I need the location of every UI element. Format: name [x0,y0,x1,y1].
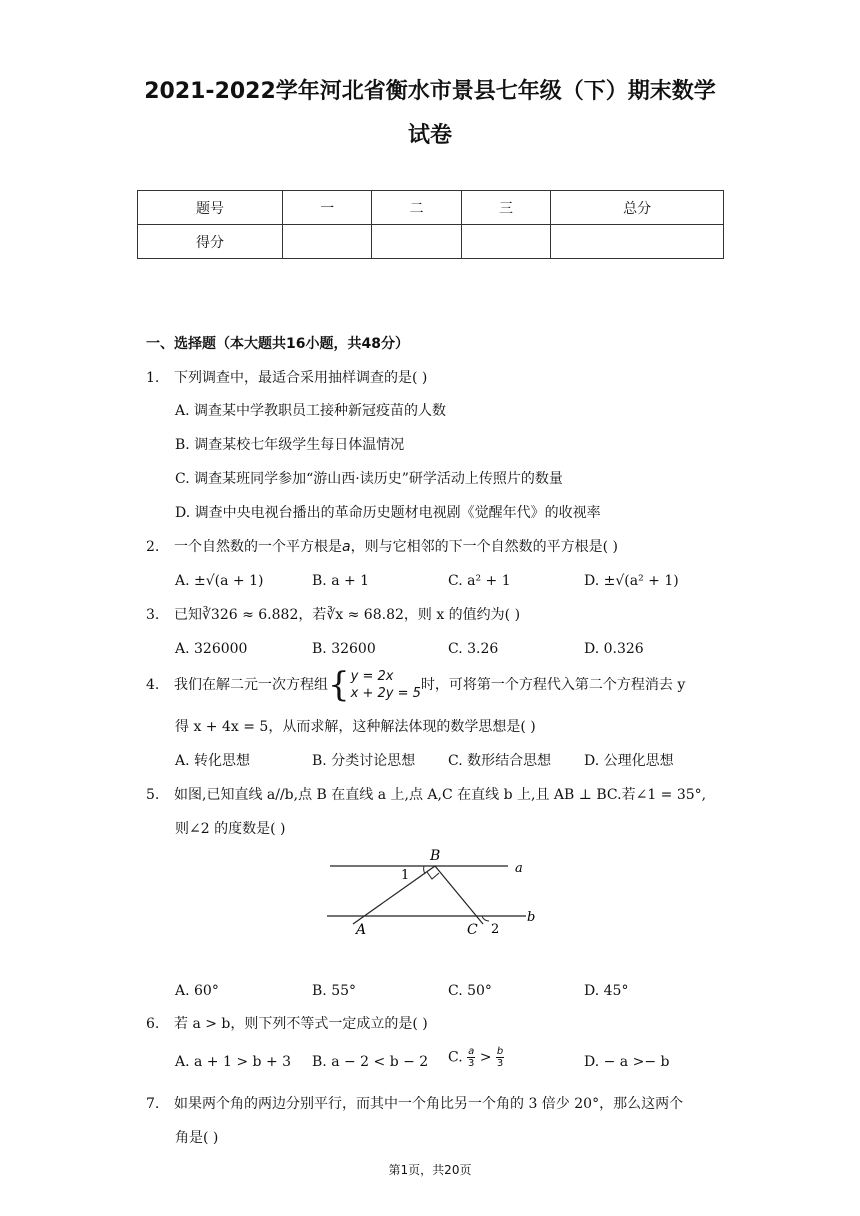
option-b: B. 32600 [312,641,376,657]
option-c: C. 调查某班同学参加“游山西·读历史”研学活动上传照片的数量 [175,471,563,487]
option-d: D. 公理化思想 [584,753,674,769]
score-header-cell: 总分 [551,191,724,225]
score-cell [551,225,724,259]
question-stem: 如图,已知直线 a//b,点 B 在直线 a 上,点 A,C 在直线 b 上,且 AB ⊥ BC.若∠1 = 35°, [174,787,707,803]
option-b: B. a + 1 [312,573,370,589]
label-line-b: b [527,910,536,925]
question-1 [146,368,726,388]
question-stem-rest: ，则与它相邻的下一个自然数的平方根是( ) [350,539,618,555]
option-a: A. a + 1 > b + 3 [175,1054,292,1070]
score-table [137,190,724,259]
question-number: 3. [146,607,160,623]
exam-title-line2: 试卷 [407,123,452,148]
question-stem: 一个自然数的一个平方根是 [174,539,342,555]
question-number: 7. [146,1096,160,1112]
option-a: A. 60° [175,983,219,999]
option-b: B. 55° [312,983,357,999]
option-a: A. 326000 [175,641,248,657]
option-c-prefix: C. [448,1049,468,1066]
question-stem: 如果两个角的两边分别平行，而其中一个角比另一个角的 3 倍少 20°，那么这两个 [174,1096,684,1112]
fraction-numerator: b [496,1046,504,1057]
option-b: B. 分类讨论思想 [312,753,416,769]
question-2 [146,537,726,557]
option-c: C. a² + 1 [448,573,511,589]
option-c: C. 50° [448,983,492,999]
question-4-line2: 得 x + 4x = 5，从而求解，这种解法体现的数学思想是( ) [175,719,536,735]
label-line-a: a [515,861,523,876]
option-c [448,1046,504,1069]
variable-a: a [342,539,351,555]
option-d: D. − a >− b [584,1054,670,1070]
question-stem: 下列调查中，最适合采用抽样调查的是( ) [174,370,428,386]
exam-title-line1: 2021-2022学年河北省衡水市景县七年级（下）期末数学 [144,79,716,104]
label-a-point: A [356,922,367,938]
angle-2-arc [482,916,489,921]
option-d: D. 45° [584,983,629,999]
question-5-line2: 则∠2 的度数是( ) [175,821,286,837]
brace-symbol: { [328,665,350,705]
score-header-cell: 题号 [138,191,283,225]
section-heading: 一、选择题（本大题共16小题，共48分） [146,336,409,352]
question-number: 2. [146,539,160,555]
question-stem: 我们在解二元一次方程组 [174,677,328,693]
question-stem-rest: 时，可将第一个方程代入第二个方程消去 y [420,677,686,693]
score-table-row [138,225,724,259]
question-stem: 已知∛326 ≈ 6.882，若∛x ≈ 68.82，则 x 的值约为( ) [174,607,521,623]
fraction-denominator: 3 [496,1058,504,1069]
fraction-numerator: a [468,1046,475,1057]
score-header-cell: 二 [372,191,461,225]
angle-1-arc [424,866,425,874]
option-c: C. 3.26 [448,641,499,657]
option-d: D. ±√(a² + 1) [584,573,679,589]
question-4 [146,665,726,705]
score-header-cell: 三 [461,191,550,225]
equation-1: y = 2x [350,669,394,684]
label-angle-1: 1 [401,868,410,883]
label-c-point: C [467,922,478,938]
equation-system [351,668,421,702]
fraction-denominator: 3 [468,1058,475,1069]
question-number: 6. [146,1016,160,1032]
score-table-header-row [138,191,724,225]
right-angle-mark [427,872,439,879]
score-header-cell: 一 [283,191,372,225]
fraction-b-over-3 [496,1046,504,1069]
option-b: B. 调查某校七年级学生每日体温情况 [175,437,405,453]
segment-bc [435,866,483,924]
question-number: 1. [146,370,160,386]
question-7-line2: 角是( ) [175,1130,219,1146]
question-number: 5. [146,787,160,803]
option-a: A. 调查某中学教职员工接种新冠疫苗的人数 [175,403,447,419]
segment-ab [353,866,435,924]
score-cell [372,225,461,259]
score-cell [283,225,372,259]
question-3 [146,605,726,625]
page-footer: 第1页，共20页 [388,1163,472,1177]
label-b-point: B [430,848,441,864]
option-a: A. ±√(a + 1) [175,573,264,589]
option-a: A. 转化思想 [175,753,251,769]
question-stem: 若 a > b，则下列不等式一定成立的是( ) [174,1016,428,1032]
option-b: B. a − 2 < b − 2 [312,1054,429,1070]
equation-2: x + 2y = 5 [350,686,421,701]
score-cell [461,225,550,259]
option-d: D. 调查中央电视台播出的革命历史题材电视剧《觉醒年代》的收视率 [175,505,601,521]
question-5 [146,785,726,805]
option-c: C. 数形结合思想 [448,753,552,769]
question-7 [146,1094,726,1114]
score-row-label: 得分 [138,225,283,259]
parallel-lines-figure [320,845,550,940]
greater-than-sign: > [475,1049,496,1066]
label-angle-2: 2 [491,922,500,937]
question-number: 4. [146,677,160,693]
option-d: D. 0.326 [584,641,644,657]
question-6 [146,1014,726,1034]
